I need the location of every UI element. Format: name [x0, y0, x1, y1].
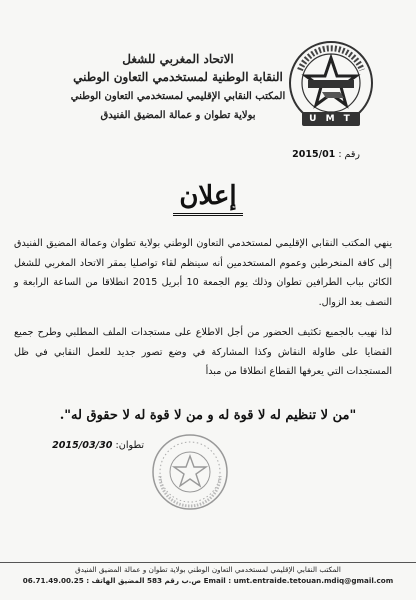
reference-label: رقم : — [338, 149, 360, 160]
document-title — [0, 181, 416, 211]
header-line-union: الاتحاد المغربي للشغل — [122, 52, 234, 66]
footer-office-line: المكتب النقابي الإقليمي لمستخدمي التعاون الوطني بولاية تطوان و عمالة المضيق الفنيدق — [75, 565, 341, 574]
umt-badge: U M T — [302, 112, 360, 126]
title-text: إعلان — [173, 181, 242, 216]
round-stamp-icon — [150, 432, 230, 512]
announcement-paragraph-2: لذا نهيب بالجميع تكثيف الحضور من أجل الاطلاع على مستجدات الملف المطلبي وطرح جميع القضايا على طاولة النقاش وكذا المشاركة في وضع تصور جديد للعمل النقابي في ظل المستجدات التي يعرفها القطاع انطلاقا من مبدأ — [14, 327, 392, 377]
header-line-regional-office: المكتب النقابي الإقليمي لمستخدمي التعاون الوطني — [70, 91, 286, 102]
footer-divider — [0, 562, 416, 563]
reference-value: 2015/01 — [292, 149, 336, 160]
header-line-national-union: النقابة الوطنية لمستخدمي التعاون الوطني — [73, 70, 283, 84]
reference-number — [292, 149, 360, 160]
issue-date: 2015/03/30 — [52, 440, 113, 451]
place-label: تطوان: — [115, 440, 144, 451]
announcement-paragraph-1: ينهي المكتب النقابي الإقليمي لمستخدمي التعاون الوطني بولاية تطوان وعمالة المضيق الفنيدق إلى كافة المنخرطين وعموم المستخدمين أنه سينظم لقاء تواصليا بمقر الاتحاد المغربي للشغل الكائن بباب الطرافين تطوان وذلك يوم الجمعة 10 أبريل 2015 انطلاقا من الساعة الرابعة و النصف بعد الزوال. — [14, 238, 392, 308]
motto: "من لا تنظيم له لا قوة له و من لا قوة له لا حقوق له". — [59, 408, 357, 423]
place-and-date — [52, 440, 144, 451]
header-line-region: بولاية تطوان و عمالة المضيق الفنيدق — [100, 110, 256, 121]
footer-contact-line: Email : umt.entraide.tetouan.mdiq@gmail.com ص.ب رقم 583 المضيق الهاتف : 06.71.49.00.25 — [22, 576, 394, 585]
